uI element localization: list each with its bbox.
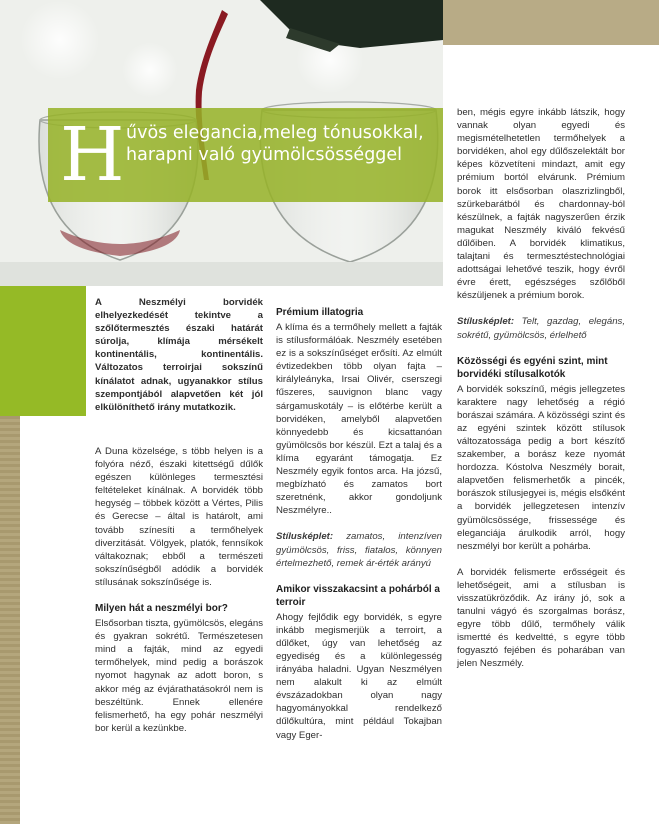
section-heading: Prémium illatogria	[276, 307, 364, 318]
page-title: űvös elegancia,meleg tónusokkal, harapni való gyümölcsösséggel	[126, 123, 424, 165]
decorative-gold-block	[443, 0, 659, 45]
lead-paragraph: A Neszmélyi borvidék elhelyezkedését tekintve a szőlőtermesztés északi határát súrolja, klímája mérsékelt kontinentális, kontinentális. Változatos terroirjai sokszínű kínálatot adnak, ugyanakkor stílus szempontjából alapvetően két jól elkülöníthető irány mutatkozik.	[95, 297, 263, 413]
paragraph: A klíma és a termőhely mellett a fajták is stílusformálóak. Neszmély esetében ez is a sokszínűséget erősíti. Az elmúlt évtizedekben több olyan fajta – királyleányka, Irsai Olivér, cserszegi fűszeres, sauvignon blanc vagy sárgamuskotály – is előtérbe került a borvidéken, amelyből alapvetően könnyedebb és kicsattanóan gyümölcsös bor készül. Ezt a talaj és a klíma egyaránt támogatja. Ez Neszmély egyik fontos arca. Ha józsű, megbízható és zamatos bort szeretnénk, akkor gondoljunk Neszmélyre..	[276, 322, 442, 517]
style-label: Stílusképlet:	[276, 531, 334, 543]
section-heading: Milyen hát a neszmélyi bor?	[95, 603, 228, 615]
paragraph: A Duna közelsége, s több helyen is a folyóra néző, északi kitettségű dűlők egészen különleges termesztési feltételeket kínálnak. A borvidék több hegység – többek között a Vértes, Pilis és Gerecse – által is határolt, ami tovább színesíti a termőhelyek diverzitását. Völgyek, platók, fennsíkok váltakoznak; ebből a természeti sokszínűségből adódik a borvidék stílusának sokszínűsége is.	[95, 446, 263, 588]
paragraph: A borvidék felismerte erősségeit és lehetőségeit, ami a stílusban is visszatükröződik. Az irány jó, sok a tanulni vágyó és szorgalmas borász, egyre több dűlő, termőhely válik ismertté és kedveltté, s egyre több fogyasztó fejében és poharában van jelen Neszmély.	[457, 566, 625, 670]
decorative-green-strip	[0, 286, 86, 416]
style-formula	[457, 315, 625, 341]
section-heading: Közösségi és egyéni szint, mint borvidéki stílusalkotók	[457, 355, 608, 380]
decorative-gold-strip	[0, 416, 20, 824]
style-text: zamatos, intenzíven gyümölcsös, friss, fiatalos, könnyen értelmezhető, remek ár-érték arányú	[276, 531, 442, 569]
section-heading: Amikor visszakacsint a pohárból a terroir	[276, 583, 440, 608]
paragraph: A borvidék sokszínű, mégis jellegzetes karaktere nagy lehetőség a régió borászai számára. A közösségi szint és az egyéni szintek között stílusok változatossága pedig a bort készítő szakember, a borász keze nyomát hordozza. Kóstolva Neszmély borait, alapvetően felismerhetők a pincék, borászok stílusjegyei is, mégis elsőként a borvidék jellegzetesen intenzív gyümölcsössége, frissessége és eleganciája árulkodik arról, hogy neszmélyi bor került a pohárba.	[457, 383, 625, 552]
paragraph: Ahogy fejlődik egy borvidék, s egyre inkább megismerjük a terroirt, a dűlőket, úgy van lehetőség az egyediség és a különlegesség irányába haladni. Ugyan Neszmélyen nem alakult ki az elmúlt évszázadokban olyan nagy hagyományokkal rendelkező dűlőkultúra, mint például Tokajban vagy Eger-	[276, 611, 442, 741]
article-column-1	[95, 445, 263, 748]
style-text: Telt, gazdag, elegáns, sokrétű, gyümölcsös, érlelhető	[457, 316, 625, 341]
article-column-3	[457, 106, 625, 684]
style-formula	[276, 530, 442, 569]
paragraph: Elsősorban tiszta, gyümölcsös, elegáns és gyakran sokrétű. Természetesen mind a fajták, mind az egyedi termőhelyek, mind pedig a borászok nyomot hagynak az adott boron, s akkor még az évjárathatásokról nem is beszéltünk. Ennek ellenére felismerhető, ha egy pohár neszmélyi bor kerül a kezünkbe.	[95, 618, 263, 734]
paragraph: ben, mégis egyre inkább látszik, hogy vannak olyan egyedi és megismételhetetlen termőhelyek a borvidéken, ahol egy dűlőszelektált bor képes közvetíteni mindazt, amit egy prémium bortól elvárunk. Prémium borok itt elsősorban olaszrizlingből, szürkebarátból és chardonnay-ból készülnek, a fajták nagyszerűen érzik magukat Neszmély kiváló fekvésű dűlőiben. A borvidék klimatikus, talajtani és termesztéstechnológiai adottságai lehetővé teszik, hogy évről évre érett, egészséges szőlőből készüljenek a prémium borok.	[457, 107, 625, 302]
title-initial: H	[60, 112, 123, 198]
style-label: Stílusképlet:	[457, 316, 515, 328]
article-column-2	[276, 306, 442, 755]
